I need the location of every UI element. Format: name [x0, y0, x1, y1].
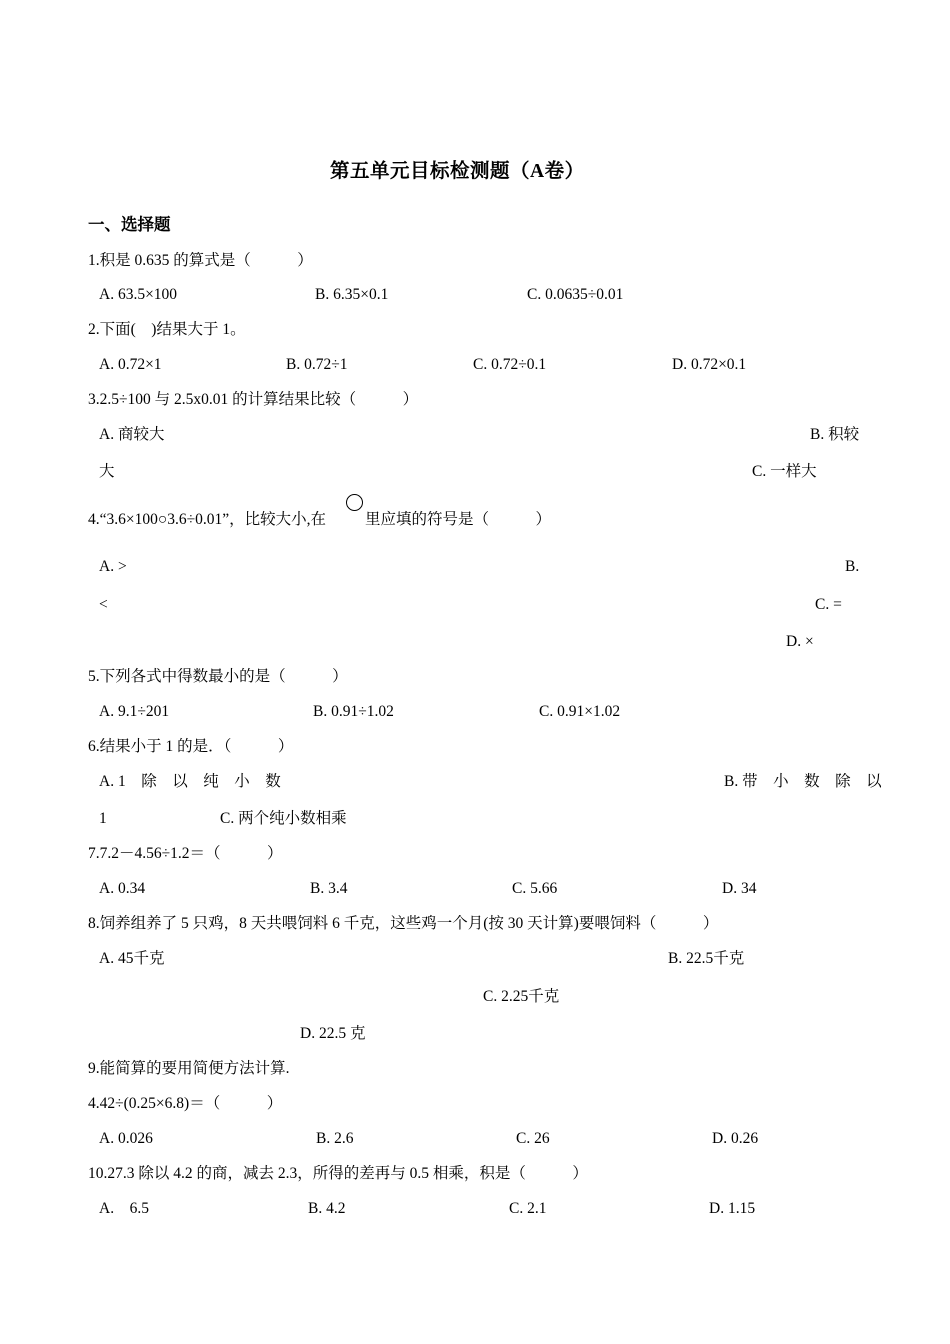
option-7b: B. 3.4	[310, 880, 348, 897]
question-7: 7.7.2－4.56÷1.2＝（ ）	[88, 845, 283, 862]
option-4c: C. =	[815, 596, 842, 613]
question-8: 8.饲养组养了 5 只鸡，8 天共喂饲料 6 千克，这些鸡一个月(按 30 天计算)要喂饲料（ ）	[88, 915, 719, 932]
option-4b-wrap: <	[99, 596, 108, 613]
option-9b: B. 2.6	[316, 1130, 354, 1147]
option-6b-wrap: 1	[99, 810, 107, 827]
option-8a: A. 45千克	[99, 950, 165, 967]
option-2d: D. 0.72×0.1	[672, 356, 747, 373]
option-9a: A. 0.026	[99, 1130, 153, 1147]
question-3: 3.2.5÷100 与 2.5x0.01 的计算结果比较（ ）	[88, 391, 419, 408]
option-4b: B.	[845, 558, 860, 575]
option-2a: A. 0.72×1	[99, 356, 162, 373]
question-5: 5.下列各式中得数最小的是（ ）	[88, 668, 348, 685]
option-4a: A. >	[99, 558, 127, 575]
option-1b: B. 6.35×0.1	[315, 286, 389, 303]
question-10: 10.27.3 除以 4.2 的商，减去 2.3，所得的差再与 0.5 相乘，积是（ ）	[88, 1165, 588, 1182]
option-2c: C. 0.72÷0.1	[473, 356, 547, 373]
option-10d: D. 1.15	[709, 1200, 756, 1217]
question-9-expression: 4.42÷(0.25×6.8)＝（ ）	[88, 1095, 283, 1112]
option-5a: A. 9.1÷201	[99, 703, 170, 720]
option-7a: A. 0.34	[99, 880, 146, 897]
option-1a: A. 63.5×100	[99, 286, 178, 303]
option-9d: D. 0.26	[712, 1130, 759, 1147]
option-7c: C. 5.66	[512, 880, 558, 897]
option-3c: C. 一样大	[752, 463, 817, 480]
option-6a: A. 1 除 以 纯 小 数	[99, 773, 281, 790]
option-3a: A. 商较大	[99, 426, 165, 443]
option-5b: B. 0.91÷1.02	[313, 703, 394, 720]
option-4d: D. ×	[786, 633, 814, 650]
option-6c: C. 两个纯小数相乘	[220, 810, 347, 827]
question-4-part2: 里应填的符号是（ ）	[365, 511, 552, 528]
question-1: 1.积是 0.635 的算式是（ ）	[88, 252, 313, 269]
blank-circle-icon	[346, 494, 363, 511]
question-6: 6.结果小于 1 的是．（ ）	[88, 738, 294, 755]
question-4-part1: 4.“3.6×100○3.6÷0.01”，比较大小,在	[88, 511, 326, 528]
option-7d: D. 34	[722, 880, 757, 897]
option-8d: D. 22.5 克	[300, 1025, 366, 1042]
option-8c: C. 2.25千克	[483, 988, 560, 1005]
option-6b: B. 带 小 数 除 以	[724, 773, 882, 790]
option-10b: B. 4.2	[308, 1200, 346, 1217]
page-title: 第五单元目标检测题（A卷）	[330, 161, 585, 182]
section-heading: 一、选择题	[88, 215, 171, 234]
option-3b: B. 积较	[810, 426, 860, 443]
option-10a: A. 6.5	[99, 1200, 149, 1217]
option-5c: C. 0.91×1.02	[539, 703, 621, 720]
option-9c: C. 26	[516, 1130, 550, 1147]
option-2b: B. 0.72÷1	[286, 356, 348, 373]
question-9: 9.能简算的要用简便方法计算.	[88, 1060, 290, 1077]
question-2: 2.下面( )结果大于 1。	[88, 321, 246, 338]
option-10c: C. 2.1	[509, 1200, 547, 1217]
option-1c: C. 0.0635÷0.01	[527, 286, 624, 303]
option-3b-wrap: 大	[99, 463, 115, 480]
option-8b: B. 22.5千克	[668, 950, 745, 967]
